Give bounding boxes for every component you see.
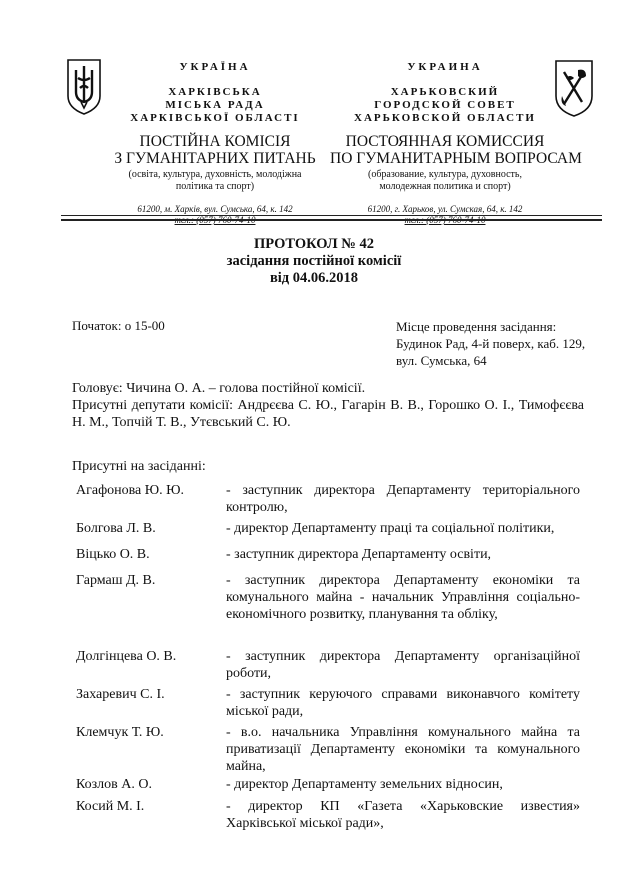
chairperson: Головує: Чичина О. А. – голова постійної комісії. <box>72 381 366 396</box>
present-members: Присутні депутати комісії: Андрєєва С. Ю., Гагарін В. В., Горошко О. І., Тимофєєва Н. М., Топчій Т. В., Утєвський С. Ю. <box>72 398 584 430</box>
attendee-name: Долгінцева О. В. <box>76 649 177 664</box>
council-line: ГОРОДСКОЙ СОВЕТ <box>374 99 516 111</box>
header-russian <box>330 60 582 226</box>
council-line: ХАРКІВСЬКОЇ ОБЛАСТІ <box>130 112 300 124</box>
commission-line: ПОСТОЯННАЯ КОМИССИЯ <box>345 133 545 150</box>
attendee-position: - заступник директора Департаменту освіти, <box>226 547 492 562</box>
council-name <box>330 86 560 125</box>
meeting-start: Початок: о 15-00 <box>72 318 165 333</box>
attendee-position: - заступник керуючого справами виконавчого комітету міської ради, <box>226 687 580 719</box>
header-divider-thick <box>61 219 602 221</box>
attendee-row <box>76 546 586 572</box>
commission-line: ПОСТІЙНА КОМІСІЯ <box>139 133 291 150</box>
scope-line: (освіта, культура, духовність, молодіжна <box>128 169 302 180</box>
header-divider <box>61 215 602 216</box>
title-line: від 04.06.2018 <box>269 270 359 286</box>
commission-scope <box>100 169 330 193</box>
attendee-name: Агафонова Ю. Ю. <box>76 483 185 498</box>
present-label: Присутні на засіданні: <box>72 459 206 474</box>
protocol-title <box>0 236 628 287</box>
place-line: Місце проведення засідання: <box>396 319 557 334</box>
header-ukrainian <box>100 60 330 226</box>
commission-line: З ГУМАНІТАРНИХ ПИТАНЬ <box>114 150 316 167</box>
attendee-row <box>76 482 586 520</box>
place-line: вул. Сумська, 64 <box>396 353 487 368</box>
attendee-position: - заступник директора Департаменту територіального контролю, <box>226 483 580 515</box>
attendee-name: Клемчук Т. Ю. <box>76 725 164 740</box>
scope-line: молодежная политика и спорт) <box>379 181 511 192</box>
phone-text: тел.: (057) 760-74-10 <box>174 215 256 225</box>
attendee-row <box>76 686 586 724</box>
attendee-row <box>76 572 586 648</box>
attendee-name: Косий М. І. <box>76 799 145 814</box>
council-line: ХАРКІВСЬКА <box>168 86 262 98</box>
country-name: УКРАИНА <box>407 61 483 73</box>
attendee-row <box>76 648 586 686</box>
attendee-name: Віцько О. В. <box>76 547 150 562</box>
attendee-position: - директор Департаменту земельних відносин, <box>226 777 503 792</box>
commission-scope <box>330 169 560 193</box>
ukraine-trident-emblem-icon <box>64 58 104 116</box>
meeting-place <box>396 318 606 369</box>
attendee-row <box>76 798 586 836</box>
scope-line: політика та спорт) <box>175 181 255 192</box>
commission-name <box>100 133 330 167</box>
attendee-list <box>76 482 586 836</box>
attendee-name: Захаревич С. І. <box>76 687 165 702</box>
attendee-row <box>76 776 586 798</box>
title-line: засідання постійної комісії <box>226 253 402 269</box>
commission-name <box>330 133 582 167</box>
attendee-name: Козлов А. О. <box>76 777 152 792</box>
attendee-position: - директор Департаменту праці та соціальної політики, <box>226 521 555 536</box>
commission-line: ПО ГУМАНИТАРНЫМ ВОПРОСАМ <box>330 150 582 167</box>
attendee-position: - директор КП «Газета «Харьковские известия» Харківської міської ради», <box>226 799 580 831</box>
address: 61200, г. Харьков, ул. Сумская, 64, к. 142 <box>367 204 523 214</box>
attendee-row <box>76 724 586 776</box>
address: 61200, м. Харків, вул. Сумська, 64, к. 142 <box>137 204 293 214</box>
attendee-position: - заступник директора Департаменту економіки та комунального майна - начальник Управління соціально-економічного розвитку, планування та обліку, <box>226 573 580 622</box>
title-line: ПРОТОКОЛ № 42 <box>254 236 374 252</box>
attendee-row <box>76 520 586 546</box>
council-name <box>100 86 330 125</box>
phone-text: тел.: (057) 760-74-10 <box>404 215 486 225</box>
scope-line: (образование, культура, духовность, <box>368 169 522 180</box>
council-line: ХАРЬКОВСКОЙ ОБЛАСТИ <box>354 112 536 124</box>
country-name: УКРАЇНА <box>179 61 251 73</box>
council-line: МІСЬКА РАДА <box>165 99 265 111</box>
attendee-name: Гармаш Д. В. <box>76 573 156 588</box>
attendee-name: Болгова Л. В. <box>76 521 156 536</box>
attendee-position: - заступник директора Департаменту організаційної роботи, <box>226 649 580 681</box>
place-line: Будинок Рад, 4-й поверх, каб. 129, <box>396 336 586 351</box>
attendee-position: - в.о. начальника Управління комунального майна та приватизації Департаменту економіки та комунального майна, <box>226 725 580 774</box>
council-line: ХАРЬКОВСКИЙ <box>390 86 500 98</box>
